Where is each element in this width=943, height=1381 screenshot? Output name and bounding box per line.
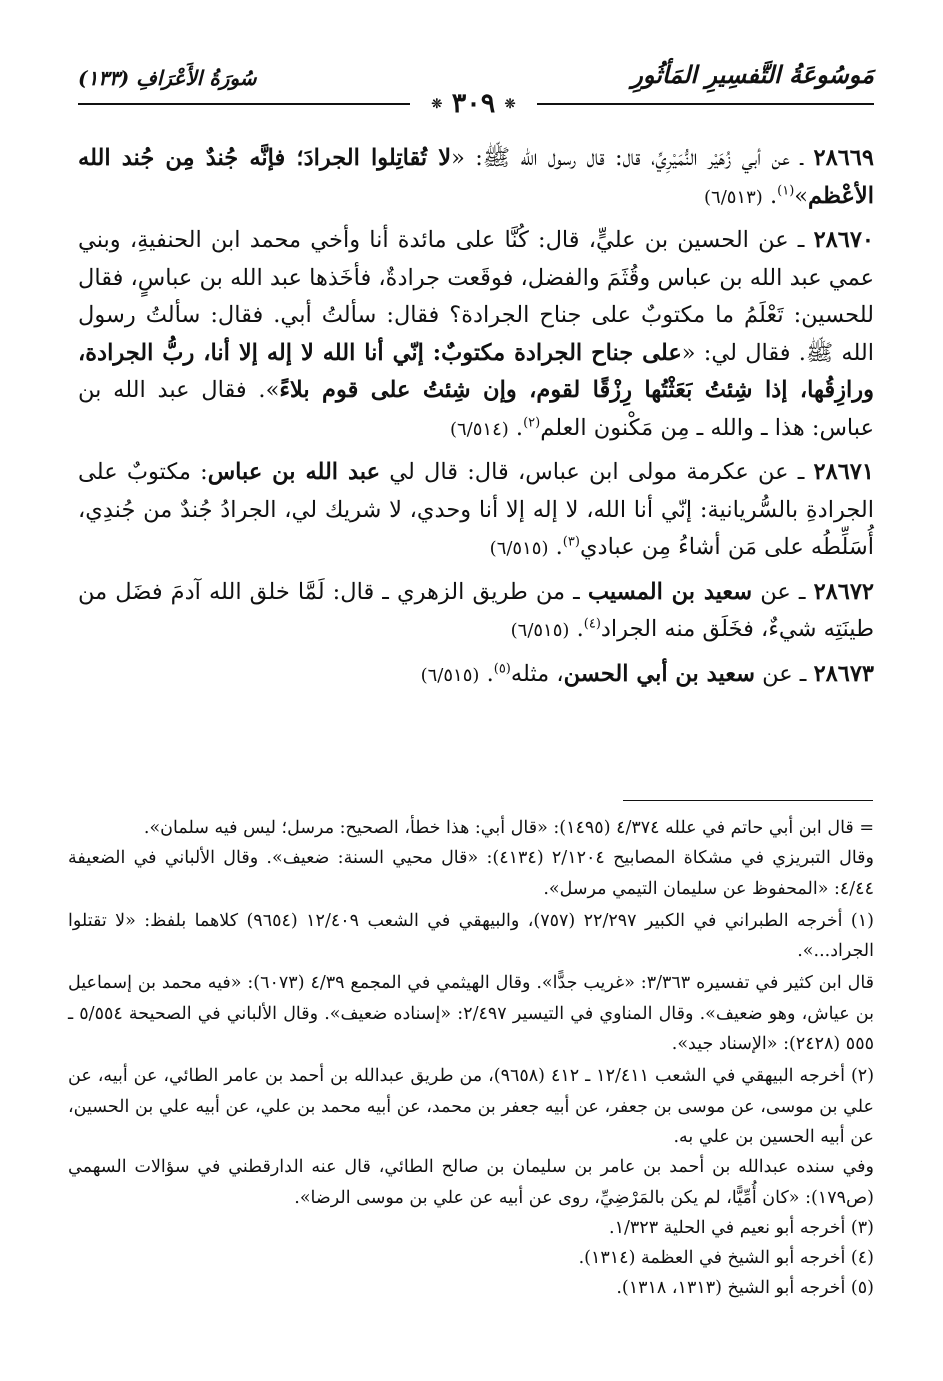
footnote-text: (٤) أخرجه أبو الشيخ في العظمة (١٣١٤).	[578, 1248, 874, 1269]
narration-entry: ٢٨٦٧٣ ـ عن سعيد بن أبي الحسن، مثله$^{(٥)}$. (٦/٥١٥)	[420, 660, 874, 687]
footnote-text: (٣) أخرجه أبو نعيم في الحلية ١/٣٢٣.	[609, 1217, 874, 1238]
hadith-text: على جناح الجرادة مكتوبٌ: إنّي أنا الله لا إله إلا أنا، ربُّ الجرادة، ورازِقُها، إذا شِئتُ بَعَثْتُها رِزْقًا لقوم، وإن شِئتُ على قوم بلاءً	[78, 339, 874, 403]
ornament-icon: ❊	[431, 97, 443, 112]
volume-page-ref: (٦/٥١٥)	[510, 620, 570, 641]
footnotes	[68, 813, 874, 1304]
narrator-name: سعيد بن أبي الحسن	[563, 660, 755, 687]
footnote-text: وفي سنده عبدالله بن أحمد بن عامر بن سليمان بن صالح الطائي، قال عنه الدارقطني في سؤالات السهمي (ص١٧٩): «كان أُمِّيًّا، لم يكن بالمَرْضِيِّ، روى عن أبيه عن علي بن موسى الرضا».	[68, 1157, 874, 1208]
book-title: مَوسُوعَةُ التَّفسِيرِ المَأثُورِ	[631, 60, 874, 89]
footnote-text: = قال ابن أبي حاتم في علله ٤/٣٧٤ (١٤٩٥): «قال أبي: هذا خطأ، الصحيح: مرسل؛ ليس فيه سلمان».	[143, 818, 874, 838]
footnote-text: وقال التبريزي في مشكاة المصابيح ٢/١٢٠٤ (٤١٣٤): «قال محيي السنة: ضعيف». وقال الألباني في الضعيفة ٤/٤٤: «المحفوظ عن سليمان التيمي مرسل».	[68, 848, 874, 899]
narration-entry: ٢٨٦٧٢ ـ عن سعيد بن المسيب ـ من طريق الزهري ـ قال: لَمَّا خلق الله آدمَ فضَل من طينَتِه شيءٌ، فخَلَق منه الجراد$^{(٤)}$. (٦/٥١٥)	[78, 578, 874, 642]
footnote-marker[interactable]: (٣)	[562, 534, 580, 550]
ornament-icon: ❊	[504, 97, 516, 112]
footnote-text: (٥) أخرجه أبو الشيخ (١٣١٣، ١٣١٨).	[616, 1278, 874, 1299]
footnote-text: (٢) أخرجه البيهقي في الشعب ١٢/٤١١ ـ ٤١٢ (٩٦٥٨)، من طريق عبدالله بن أحمد بن عامر الطائي، عن أبيه، عن علي بن موسى، عن موسى بن جعفر، عن أبيه جعفر بن محمد، عن أبيه محمد بن علي، عن أبيه علي بن الحسين، عن أبيه الحسين بن علي به.	[68, 1066, 875, 1147]
volume-page-ref: (٦/٥١٥)	[489, 538, 549, 559]
volume-page-ref: (٦/٥١٥)	[420, 664, 480, 686]
footnote-marker[interactable]: (٢)	[523, 415, 541, 430]
narration-number: ٢٨٦٧١	[813, 459, 874, 485]
narration-number: ٢٨٦٧٠	[813, 227, 874, 253]
volume-page-ref: (٦/٥١٤)	[449, 418, 509, 440]
narration-entry: ٢٨٦٧٠ ـ عن الحسين بن عليٍّ، قال: كُنَّا على مائدة أنا وأخي محمد ابن الحنفيةِ، وبني عمي عبد الله بن عباس وقُثَمَ والفضل، فوقَعت جرادةٌ، فأخَذها عبد الله بن عباسٍ، فقال للحسين: تَعْلَمُ ما مكتوبٌ على جناح الجرادة؟ فقال: سألتُ أبي. فقال: سألتُ رسول الله ﷺ. فقال لي: «على جناح الجرادة مكتوبٌ: إنّي أنا الله لا إله إلا أنا، ربُّ الجرادة، ورازِقُها، إذا شِئتُ بَعَثْتُها رِزْقًا لقوم، وإن شِئتُ على قوم بلاءً». فقال عبد الله بن عباس: هذا ـ والله ـ مِن مَكْنون العلم$^{(٢)}$. (٦/٥١٤)	[78, 227, 874, 441]
narrator-name: سعيد بن المسيب	[587, 578, 753, 605]
narration-entry: ٢٨٦٧١ ـ عن عكرمة مولى ابن عباس، قال: قال لي عبد الله بن عباس: مكتوبٌ على الجرادةِ بالسُّريانية: إنّي أنا الله، لا إله إلا أنا وحدي، لا شريك لي، الجرادُ جُندٌ من جُندِي، أُسَلِّطُه على مَن أشاءُ مِن عبادي$^{(٣)}$. (٦/٥١٥)	[78, 459, 874, 560]
main-text	[78, 140, 874, 700]
header-rule-right	[537, 103, 874, 105]
footnote-text: قال ابن كثير في تفسيره ٣/٣٦٣: «غريب جدًّا». وقال الهيثمي في المجمع ٤/٣٩ (٦٠٧٣): «فيه محمد بن إسماعيل بن عياش، وهو ضعيف». وقال المناوي في التيسير ٢/٤٩٧: «إسناده ضعيف». وقال الألباني في الصحيحة ٥/٥٥٤ ـ ٥٥٥ (٢٤٢٨): «الإسناد جيد».	[68, 973, 875, 1055]
footnote-marker[interactable]: (٤)	[583, 616, 601, 632]
narration-number: ٢٨٦٦٩	[813, 145, 874, 171]
footnote-separator	[623, 800, 873, 801]
hadith-text: لا تُقاتِلوا الجرادَ؛ فإنَّه جُندٌ مِن جُند الله الأعْظم	[78, 145, 874, 209]
volume-page-ref: (٦/٥١٣)	[704, 186, 763, 208]
footnote-marker[interactable]: (٥)	[493, 661, 511, 676]
narration-entry: ٢٨٦٦٩ ـ عن أبي زُهَيْر النُّمَيْرِيِّ، قال: قال رسول الله ﷺ: «لا تُقاتِلوا الجرادَ؛ فإنَّه جُندٌ مِن جُند الله الأعْظم»$^{(١)}$. (٦/٥١٣)	[78, 145, 874, 209]
narrator-name: عبد الله بن عباس	[207, 459, 380, 485]
narration-number: ٢٨٦٧٣	[813, 660, 874, 687]
header-rule-left	[78, 103, 410, 105]
surah-label: سُورَةُ الأَعْرَافِ (١٣٣)	[78, 66, 257, 90]
narration-number: ٢٨٦٧٢	[813, 578, 874, 605]
footnote-marker[interactable]: (١)	[777, 183, 795, 198]
page-number: ❊ ٣٠٩ ❊	[431, 88, 516, 119]
footnote-text: (١) أخرجه الطبراني في الكبير ٢٢/٢٩٧ (٧٥٧)، والبيهقي في الشعب ١٢/٤٠٩ (٩٦٥٤) كلاهما بلفظ: «لا تقتلوا الجراد...».	[68, 910, 874, 962]
